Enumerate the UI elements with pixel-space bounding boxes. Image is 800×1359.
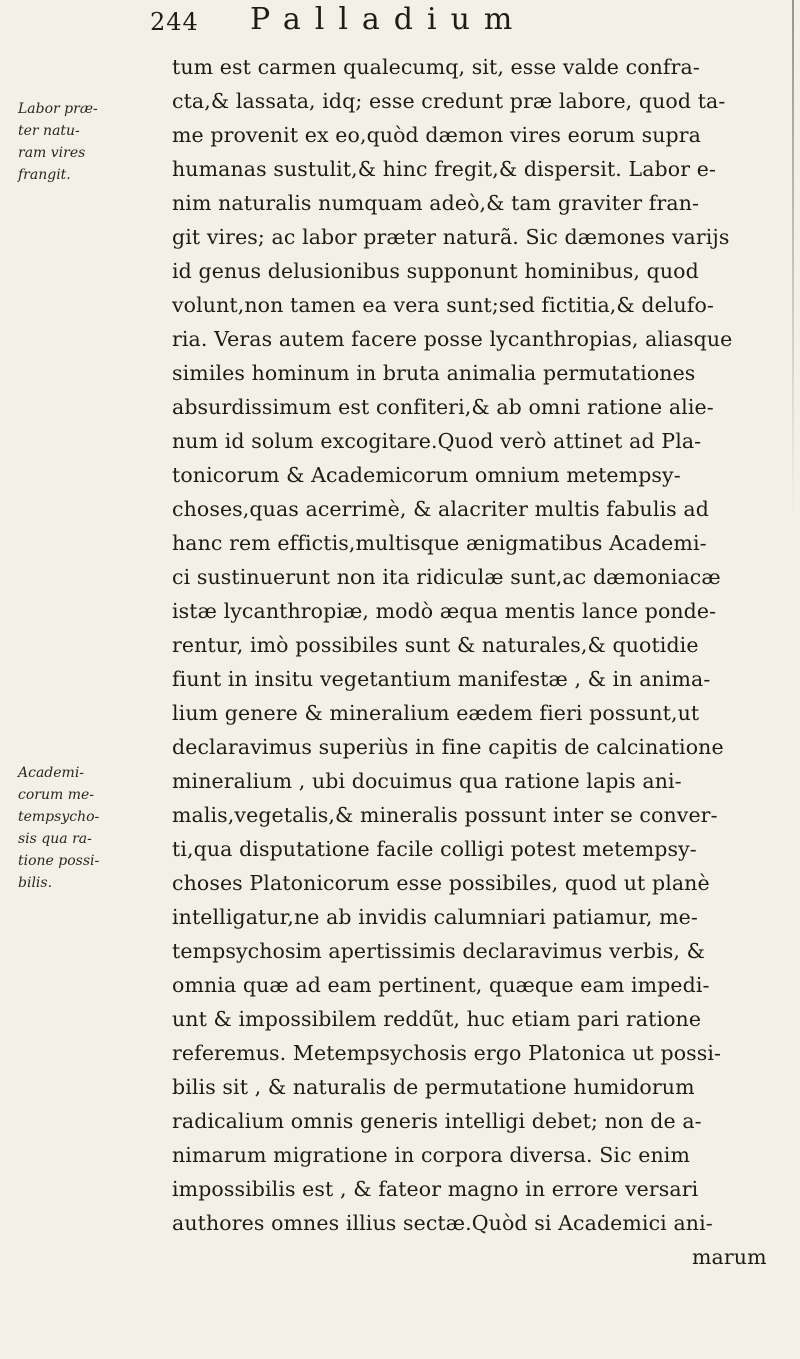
text-line: mineralium , ubi docuimus qua ratione lapis ani-	[172, 769, 682, 793]
text-line: absurdissimum est confiteri,& ab omni ratione alie-	[172, 395, 714, 419]
margin-note-line: tione possi-	[18, 853, 100, 869]
text-line: humanas sustulit,& hinc fregit,& dispersit. Labor e-	[172, 157, 716, 181]
text-line: referemus. Metempsychosis ergo Platonica ut possi-	[172, 1041, 722, 1065]
margin-note-line: tempsycho-	[18, 809, 100, 825]
text-line: ti,qua disputatione facile colligi potest metempsy-	[172, 837, 697, 861]
text-line: num id solum excogitare.Quod verò attinet ad Pla-	[172, 429, 702, 453]
text-line: istæ lycanthropiæ, modò æqua mentis lance ponde-	[172, 599, 717, 623]
text-line: unt & impossibilem reddũt, huc etiam pari ratione	[172, 1007, 702, 1031]
margin-note-line: Labor præ-	[18, 101, 98, 117]
text-line: tempsychosim apertissimis declaravimus verbis, &	[172, 939, 705, 963]
text-line: ci sustinuerunt non ita ridiculæ sunt,ac dæmoniacæ	[172, 565, 721, 589]
page-number: 244	[150, 8, 199, 36]
text-line: ria. Veras autem facere posse lycanthropias, aliasque	[172, 327, 733, 351]
text-line: cta,& lassata, idq; esse credunt præ labore, quod ta-	[172, 89, 726, 113]
text-line: bilis sit , & naturalis de permutatione humidorum	[172, 1075, 695, 1099]
text-line: tum est carmen qualecumq, sit, esse valde confra-	[172, 55, 700, 79]
margin-note-line: frangit.	[18, 167, 71, 183]
margin-note-academicorum	[18, 762, 168, 894]
text-line: rentur, imò possibiles sunt & naturales,& quotidie	[172, 633, 699, 657]
text-line: malis,vegetalis,& mineralis possunt inter se conver-	[172, 803, 718, 827]
text-line: authores omnes illius sectæ.Quòd si Academici ani-	[172, 1211, 713, 1235]
margin-note-line: ter natu-	[18, 123, 80, 139]
text-line: radicalium omnis generis intelligi debet; non de a-	[172, 1109, 702, 1133]
margin-note-labor	[18, 98, 168, 186]
margin-note-line: sis qua ra-	[18, 831, 92, 847]
text-line: git vires; ac labor præter naturã. Sic dæmones varijs	[172, 225, 730, 249]
text-line: nimarum migratione in corpora diversa. Sic enim	[172, 1143, 691, 1167]
margin-note-line: corum me-	[18, 787, 94, 803]
body-text	[172, 50, 792, 1274]
text-line: impossibilis est , & fateor magno in errore versari	[172, 1177, 699, 1201]
text-line: intelligatur,ne ab invidis calumniari patiamur, me-	[172, 905, 698, 929]
text-line: me provenit ex eo,quòd dæmon vires eorum supra	[172, 123, 701, 147]
text-line: tonicorum & Academicorum omnium metempsy-	[172, 463, 681, 487]
text-line: similes hominum in bruta animalia permutationes	[172, 361, 696, 385]
margin-note-line: bilis.	[18, 875, 53, 891]
text-line: nim naturalis numquam adeò,& tam graviter fran-	[172, 191, 700, 215]
text-line: declaravimus superiùs in fine capitis de calcinatione	[172, 735, 724, 759]
text-line: hanc rem effictis,multisque ænigmatibus Academi-	[172, 531, 707, 555]
text-line: omnia quæ ad eam pertinent, quæque eam impedi-	[172, 973, 710, 997]
running-head: Palladium	[250, 2, 527, 37]
text-line: id genus delusionibus supponunt hominibus, quod	[172, 259, 699, 283]
text-line: volunt,non tamen ea vera sunt;sed fictitia,& delufo-	[172, 293, 714, 317]
text-line: lium genere & mineralium eædem fieri possunt,ut	[172, 701, 700, 725]
margin-note-line: Academi-	[18, 765, 85, 781]
text-line: choses Platonicorum esse possibiles, quod ut planè	[172, 871, 710, 895]
page-header	[150, 4, 770, 44]
text-line: choses,quas acerrimè, & alacriter multis fabulis ad	[172, 497, 709, 521]
text-line: fiunt in insitu vegetantium manifestæ , & in anima-	[172, 667, 711, 691]
margin-note-line: ram vires	[18, 145, 86, 161]
catchword: marum	[692, 1245, 767, 1269]
page-edge-shadow	[792, 0, 794, 520]
